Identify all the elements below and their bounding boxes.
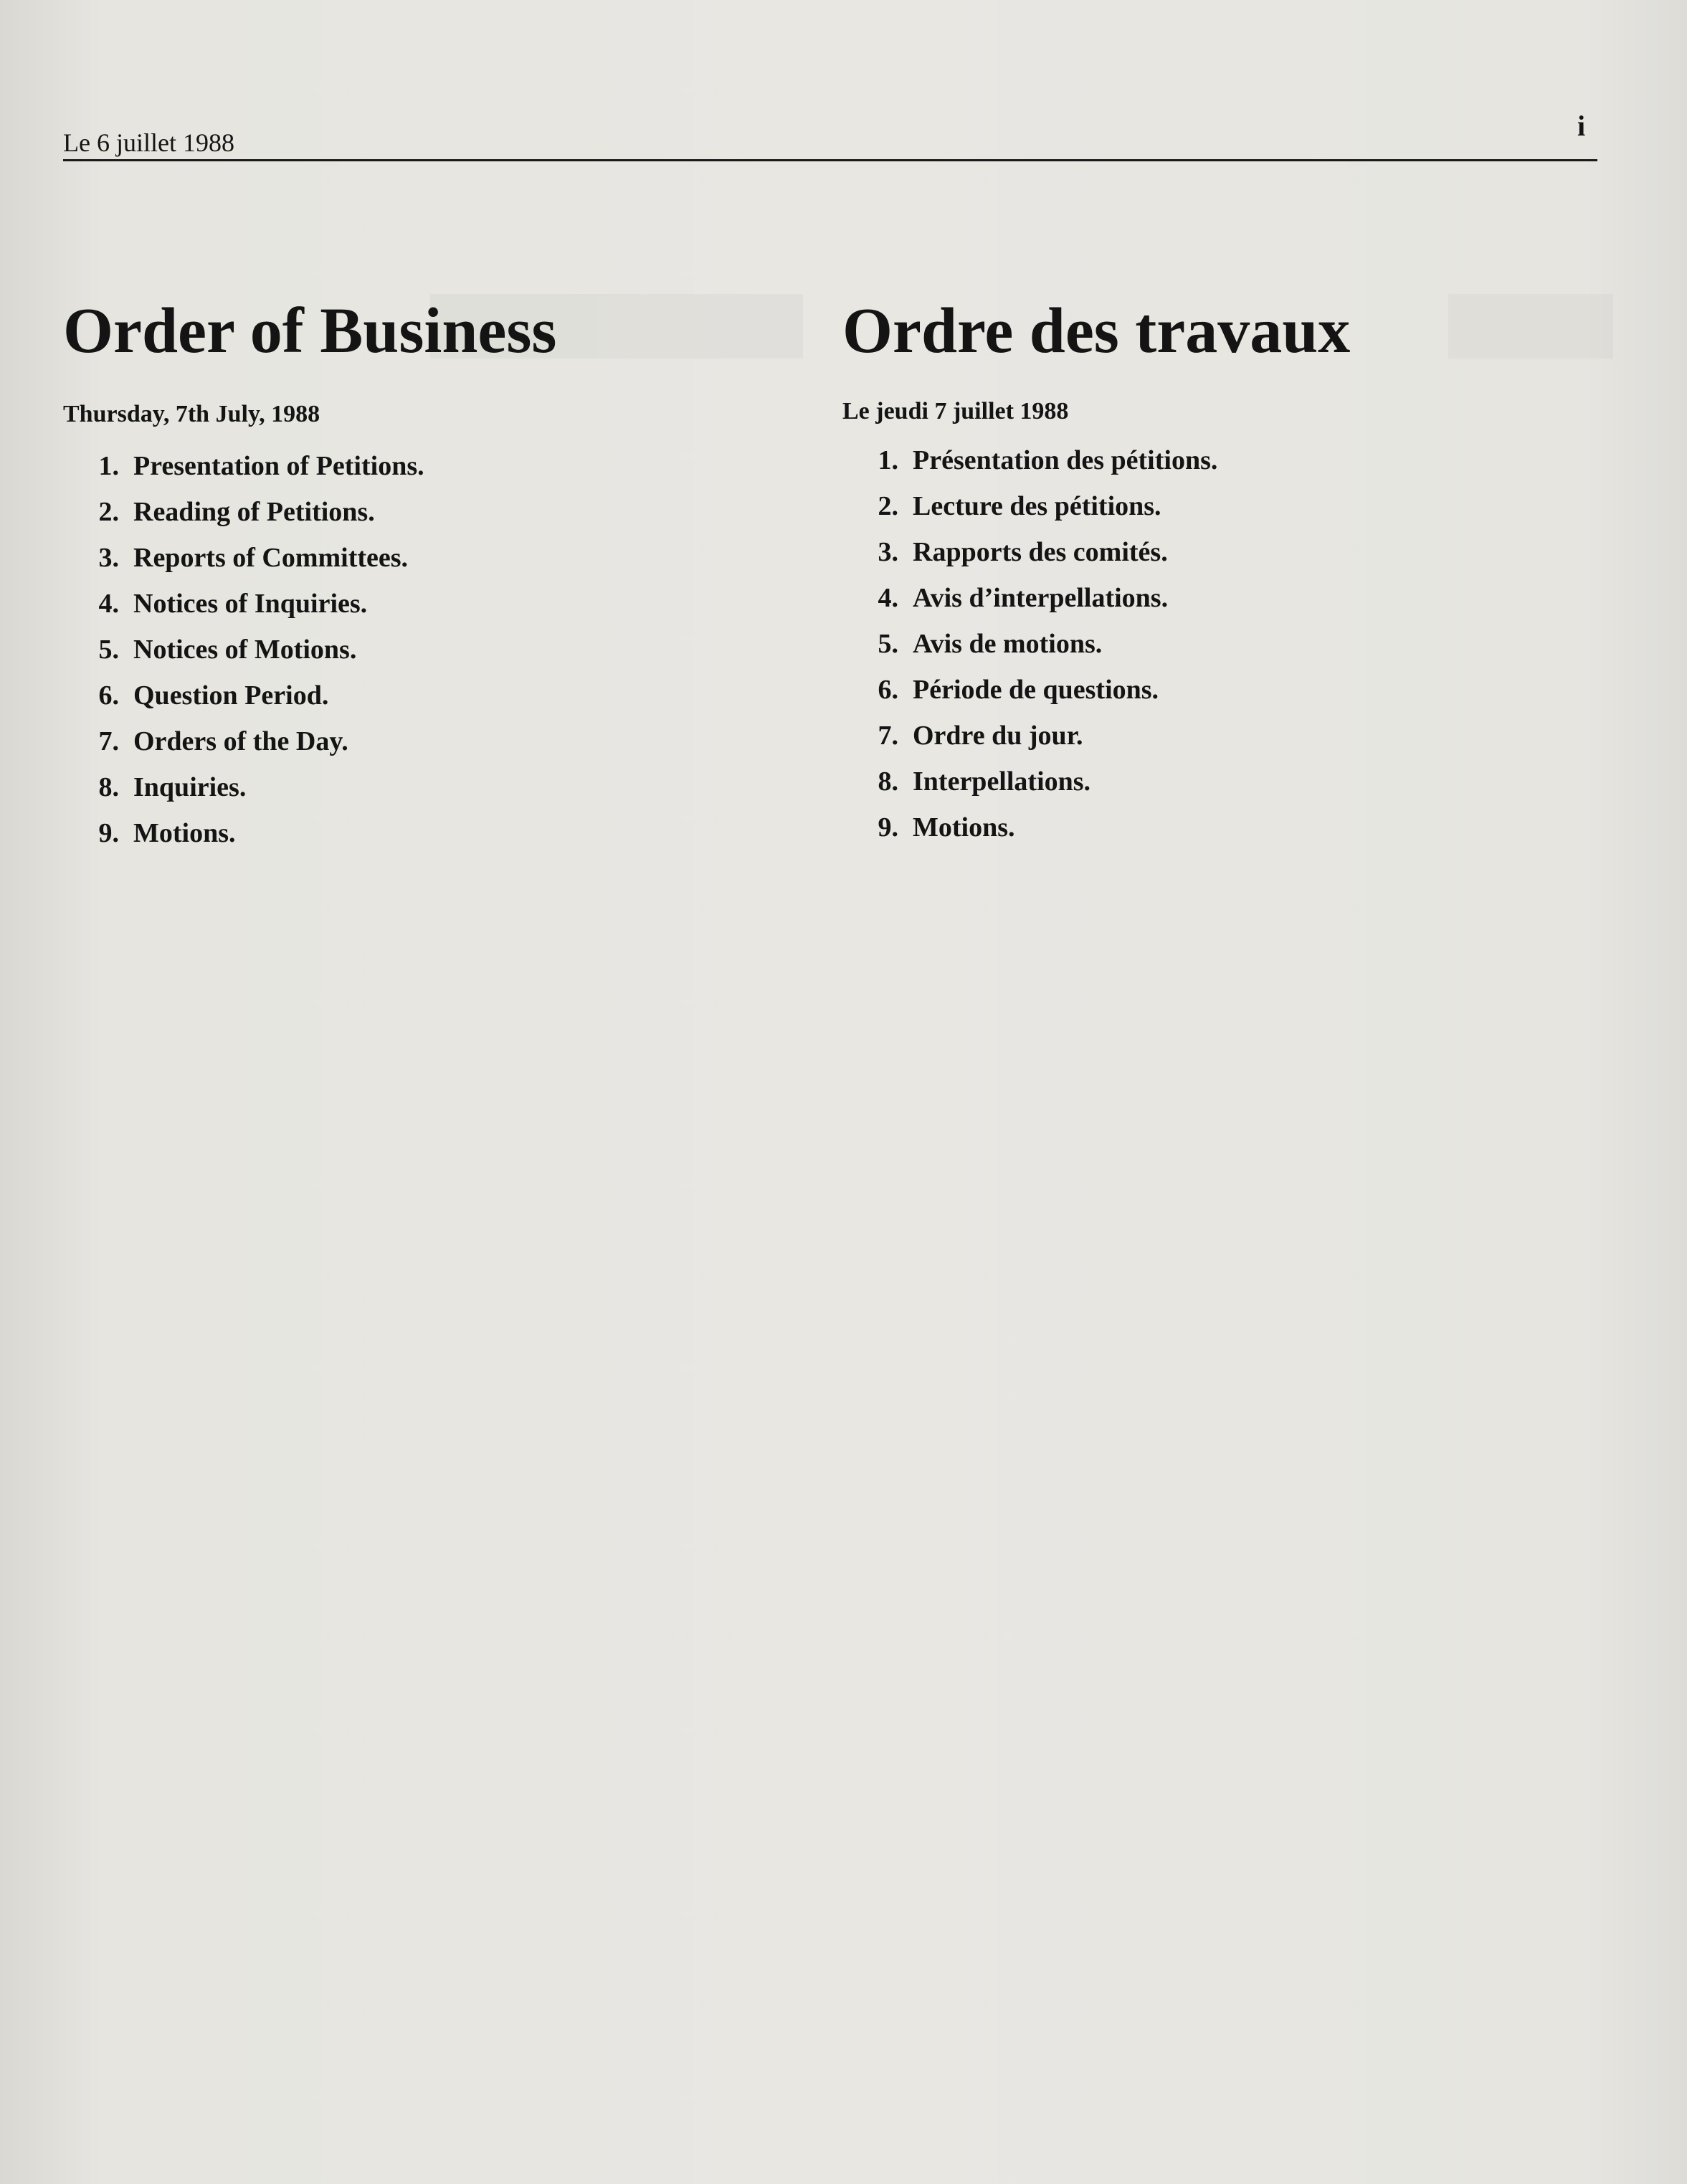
- item-number: 1.: [878, 445, 898, 475]
- running-header-date: Le 6 juillet 1988: [63, 128, 234, 157]
- list-item: [842, 529, 1602, 575]
- item-label: Interpellations.: [913, 766, 1091, 797]
- item-number: 7.: [98, 726, 119, 756]
- english-title: Order of Business: [63, 295, 557, 366]
- list-item: [63, 581, 823, 627]
- list-item: [842, 759, 1602, 804]
- item-number: 5.: [98, 635, 119, 665]
- list-item: [842, 667, 1602, 713]
- item-number: 9.: [98, 818, 119, 848]
- item-number: 6.: [98, 680, 119, 711]
- list-item: [63, 443, 823, 489]
- item-label: Notices of Inquiries.: [133, 589, 368, 619]
- item-label: Période de questions.: [913, 675, 1159, 705]
- item-number: 2.: [878, 491, 898, 521]
- item-label: Avis de motions.: [913, 629, 1103, 659]
- item-label: Notices of Motions.: [133, 635, 357, 665]
- item-label: Inquiries.: [133, 772, 247, 802]
- english-order-list: [63, 443, 823, 856]
- item-number: 4.: [878, 583, 898, 613]
- french-order-list: [842, 437, 1602, 850]
- item-number: 5.: [878, 629, 898, 659]
- item-number: 8.: [878, 766, 898, 797]
- list-item: [63, 764, 823, 810]
- item-label: Motions.: [133, 818, 236, 848]
- item-number: 4.: [98, 589, 119, 619]
- list-item: [842, 804, 1602, 850]
- english-column: [63, 294, 823, 856]
- item-label: Orders of the Day.: [133, 726, 348, 756]
- item-label: Présentation des pétitions.: [913, 445, 1218, 475]
- item-number: 9.: [878, 812, 898, 842]
- item-number: 3.: [98, 543, 119, 573]
- list-item: [842, 575, 1602, 621]
- french-title: Ordre des travaux: [842, 295, 1351, 366]
- list-item: [63, 718, 823, 764]
- item-number: 1.: [98, 451, 119, 481]
- list-item: [63, 810, 823, 856]
- english-date: Thursday, 7th July, 1988: [63, 401, 320, 427]
- list-item: [63, 673, 823, 718]
- item-label: Question Period.: [133, 680, 329, 711]
- french-date: Le jeudi 7 juillet 1988: [842, 398, 1069, 424]
- item-number: 3.: [878, 537, 898, 567]
- page-number: i: [1577, 110, 1586, 142]
- item-label: Lecture des pétitions.: [913, 491, 1161, 521]
- item-number: 6.: [878, 675, 898, 705]
- item-label: Avis d’interpellations.: [913, 583, 1169, 613]
- list-item: [842, 621, 1602, 667]
- header-rule: [63, 159, 1597, 161]
- list-item: [63, 535, 823, 581]
- list-item: [63, 489, 823, 535]
- list-item: [842, 437, 1602, 483]
- list-item: [842, 713, 1602, 759]
- item-label: Rapports des comités.: [913, 537, 1168, 567]
- item-label: Reports of Committees.: [133, 543, 409, 573]
- item-label: Ordre du jour.: [913, 721, 1083, 751]
- french-column: [842, 294, 1602, 850]
- item-number: 8.: [98, 772, 119, 802]
- item-number: 2.: [98, 497, 119, 527]
- item-label: Motions.: [913, 812, 1015, 842]
- item-label: Reading of Petitions.: [133, 497, 375, 527]
- list-item: [842, 483, 1602, 529]
- item-number: 7.: [878, 721, 898, 751]
- item-label: Presentation of Petitions.: [133, 451, 424, 481]
- list-item: [63, 627, 823, 673]
